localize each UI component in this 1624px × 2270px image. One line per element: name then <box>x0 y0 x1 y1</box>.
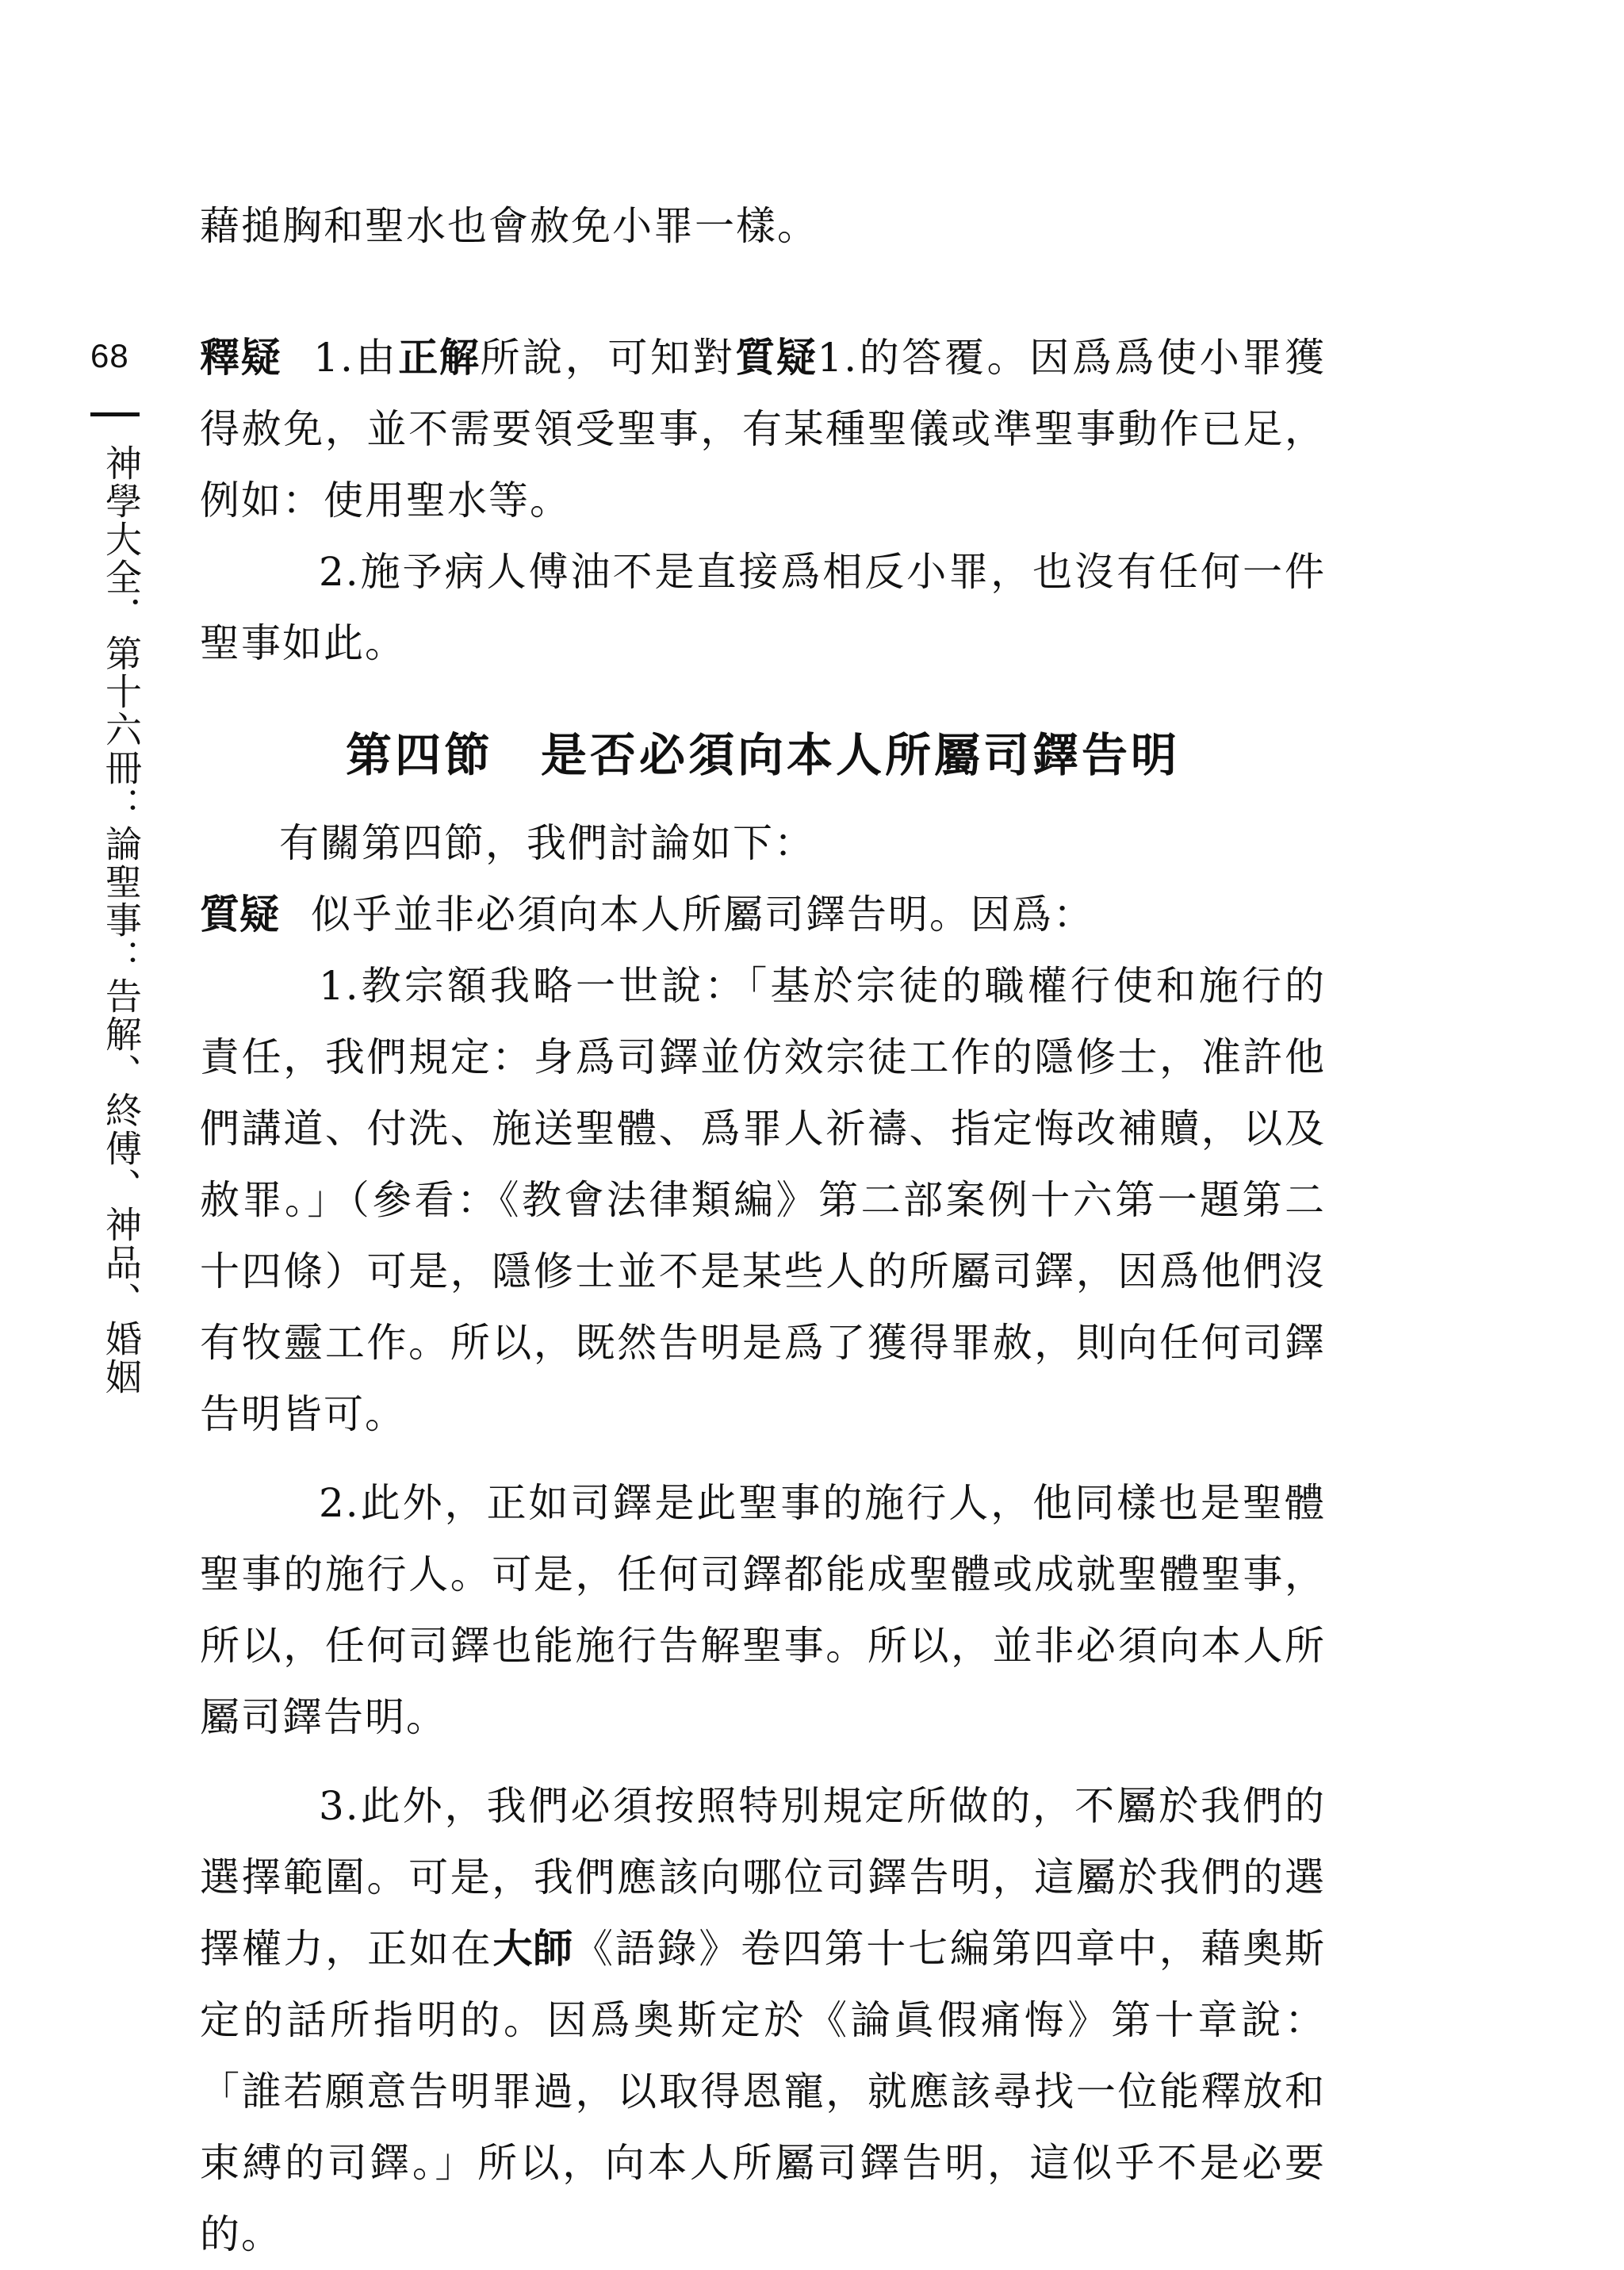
objection-p3-post: 《語錄》卷四第十七編第四章中，藉奧斯定的話所指明的。因爲奧斯定於《論眞假痛悔》第十章說：「誰若願意告明罪過，以取得恩寵，就應該尋找一位能釋放和束縛的司鐸。」所以，向本人所屬司鐸告明，這似乎不是必要的。 <box>200 1926 1327 2257</box>
reply-paragraph-1 <box>200 322 1326 536</box>
reply-p1-bold-1: 正解 <box>398 335 481 381</box>
objection-label: 質疑 <box>200 892 279 938</box>
objection-paragraph-2: 2.此外，正如司鐸是此聖事的施行人，他同樣也是聖體聖事的施行人。可是，任何司鐸都能成聖體或成就聖體聖事，所以，任何司鐸也能施行告解聖事。所以，並非必須向本人所屬司鐸告明。 <box>200 1480 1326 1740</box>
continuation-block <box>200 190 1326 262</box>
section-title: 是否必須向本人所屬司鐸告明 <box>541 728 1181 782</box>
reply-paragraph-2: 2.施予病人傅油不是直接爲相反小罪，也沒有任何一件聖事如此。 <box>200 549 1326 666</box>
section-body <box>200 807 1326 2270</box>
reply-p1-pre: 1.由 <box>313 335 399 381</box>
reply-p1-bold-2: 質疑 <box>735 335 818 381</box>
section-intro: 有關第四節，我們討論如下： <box>279 820 815 866</box>
objection-lead: 似乎並非必須向本人所屬司鐸告明。因爲： <box>311 892 1094 938</box>
reply-block <box>200 322 1326 679</box>
margin-rule <box>90 412 140 416</box>
objection-paragraph-1: 1.教宗額我略一世說：「基於宗徒的職權行使和施行的責任，我們規定：身爲司鐸並仿效宗徒工作的隱修士，准許他們講道、付洗、施送聖體、爲罪人祈禱、指定悔改補贖，以及赦罪。」（參看：《教會法律類編》第二部案例十六第一題第二十四條）可是，隱修士並不是某些人的所屬司鐸，因爲他們沒有牧靈工作。所以，既然告明是爲了獲得罪赦，則向任何司鐸告明皆可。 <box>200 963 1326 1437</box>
page-number: 68 <box>90 337 129 374</box>
reply-p1-post: 1.的答覆。因爲爲使小罪獲得赦免，並不需要領受聖事，有某種聖儀或準聖事動作已足，例如：使用聖水等。 <box>200 335 1327 523</box>
objection-p3-pre: 3.此外，我們必須按照特別規定所做的，不屬於我們的選擇範圍。可是，我們應該向哪位司鐸告明，這屬於我們的選擇權力，正如在 <box>200 1783 1326 1972</box>
objection-p3-bold: 大師 <box>492 1926 573 1972</box>
reply-p1-mid: 所說，可知對 <box>480 335 736 381</box>
objection-paragraph-3 <box>200 1770 1326 2270</box>
section-number: 第四節 <box>345 728 493 782</box>
objection-lead-paragraph <box>200 879 1326 950</box>
continuation-paragraph: 藉搥胸和聖水也會赦免小罪一樣。 <box>200 203 818 249</box>
running-head: 神學大全．第十六冊：論聖事：告解、終傅、神品、婚姻 <box>100 444 143 1396</box>
reply-label: 釋疑 <box>200 335 282 381</box>
section-heading <box>200 723 1326 787</box>
